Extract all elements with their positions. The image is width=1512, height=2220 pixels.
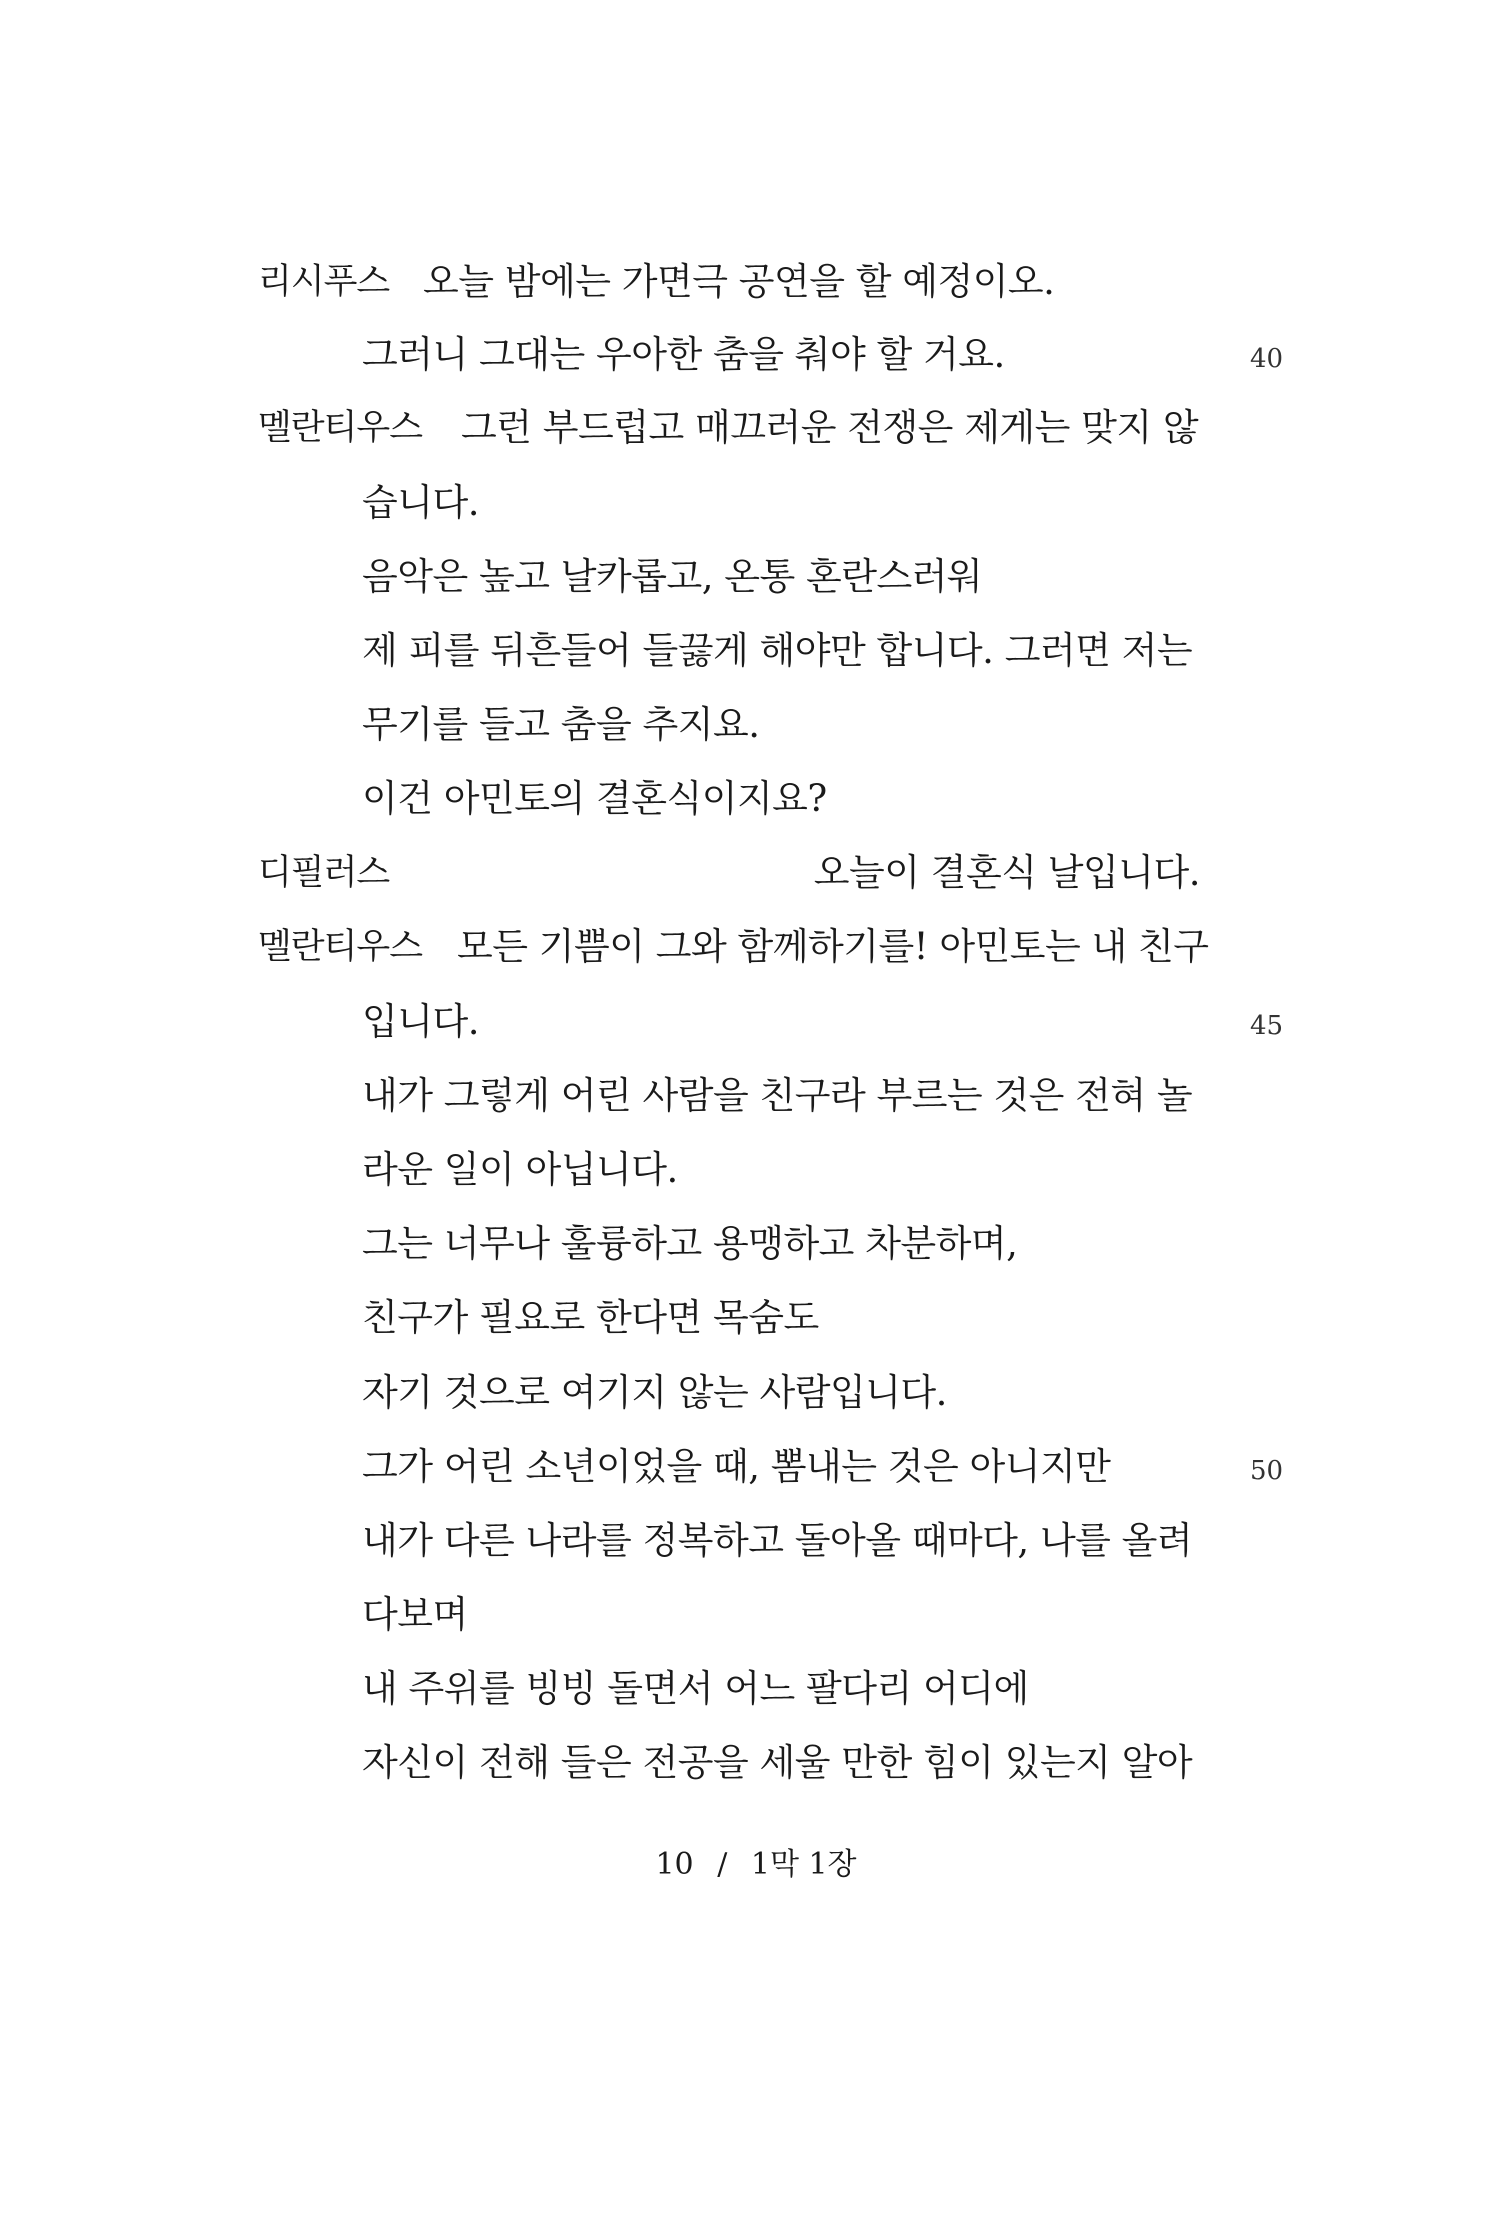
script-line — [0, 762, 1512, 836]
script-line — [0, 1281, 1512, 1355]
script-line — [0, 1504, 1512, 1578]
script-line — [0, 540, 1512, 614]
script-line — [0, 391, 1512, 465]
script-line — [0, 245, 1512, 319]
dialogue-text: 그는 너무나 훌륭하고 용맹하고 차분하며, — [362, 1222, 1018, 1265]
dialogue-text: 입니다. — [362, 1000, 479, 1043]
script-line — [0, 1059, 1512, 1133]
speaker-name: 리시푸스 — [258, 262, 390, 302]
script-line — [0, 1578, 1512, 1652]
page-footer — [0, 1845, 1512, 1885]
footer-separator: / — [717, 1847, 728, 1882]
script-line — [0, 1652, 1512, 1726]
dialogue-text: 그런 부드럽고 매끄러운 전쟁은 제게는 맞지 않 — [461, 406, 1199, 449]
dialogue-text: 그가 어린 소년이었을 때, 뽐내는 것은 아니지만 — [362, 1445, 1111, 1488]
dialogue-text: 모든 기쁨이 그와 함께하기를! 아민토는 내 친구 — [457, 925, 1209, 968]
line-number: 50 — [1250, 1456, 1284, 1486]
dialogue-text: 라운 일이 아닙니다. — [362, 1148, 678, 1191]
line-number: 40 — [1250, 344, 1284, 374]
script-line — [0, 836, 1512, 910]
dialogue-text: 습니다. — [362, 481, 479, 524]
script-line — [0, 910, 1512, 984]
dialogue-text: 오늘이 결혼식 날입니다. — [813, 851, 1200, 894]
dialogue-text: 내가 다른 나라를 정복하고 돌아올 때마다, 나를 올려 — [362, 1519, 1193, 1562]
dialogue-text: 친구가 필요로 한다면 목숨도 — [362, 1296, 819, 1339]
speaker-name: 멜란티우스 — [258, 408, 423, 448]
dialogue-text: 자기 것으로 여기지 않는 사람입니다. — [362, 1371, 947, 1414]
script-line — [0, 1133, 1512, 1207]
section-label: 1막 1장 — [750, 1847, 857, 1882]
dialogue-text: 그러니 그대는 우아한 춤을 춰야 할 거요. — [362, 333, 1005, 376]
dialogue-text: 내 주위를 빙빙 돌면서 어느 팔다리 어디에 — [362, 1667, 1029, 1710]
script-line — [0, 1356, 1512, 1430]
script-line — [0, 1207, 1512, 1281]
script-line — [0, 466, 1512, 540]
script-line — [0, 1726, 1512, 1800]
script-line — [0, 318, 1512, 392]
script-line — [0, 614, 1512, 688]
dialogue-text: 오늘 밤에는 가면극 공연을 할 예정이오. — [423, 260, 1055, 303]
script-line — [0, 985, 1512, 1059]
dialogue-text: 제 피를 뒤흔들어 들끓게 해야만 합니다. 그러면 저는 — [362, 629, 1193, 672]
page-number: 10 — [655, 1847, 694, 1882]
speaker-name: 멜란티우스 — [258, 927, 423, 967]
line-number: 45 — [1250, 1011, 1284, 1041]
dialogue-text: 이건 아민토의 결혼식이지요? — [362, 777, 827, 820]
dialogue-text: 무기를 들고 춤을 추지요. — [362, 703, 760, 746]
dialogue-text: 음악은 높고 날카롭고, 온통 혼란스러워 — [362, 555, 983, 598]
speaker-name: 디필러스 — [258, 853, 390, 893]
dialogue-text: 내가 그렇게 어린 사람을 친구라 부르는 것은 전혀 놀 — [362, 1074, 1193, 1117]
dialogue-text: 다보며 — [362, 1593, 468, 1636]
script-line — [0, 688, 1512, 762]
dialogue-text: 자신이 전해 들은 전공을 세울 만한 힘이 있는지 알아 — [362, 1741, 1193, 1784]
script-line — [0, 1430, 1512, 1504]
